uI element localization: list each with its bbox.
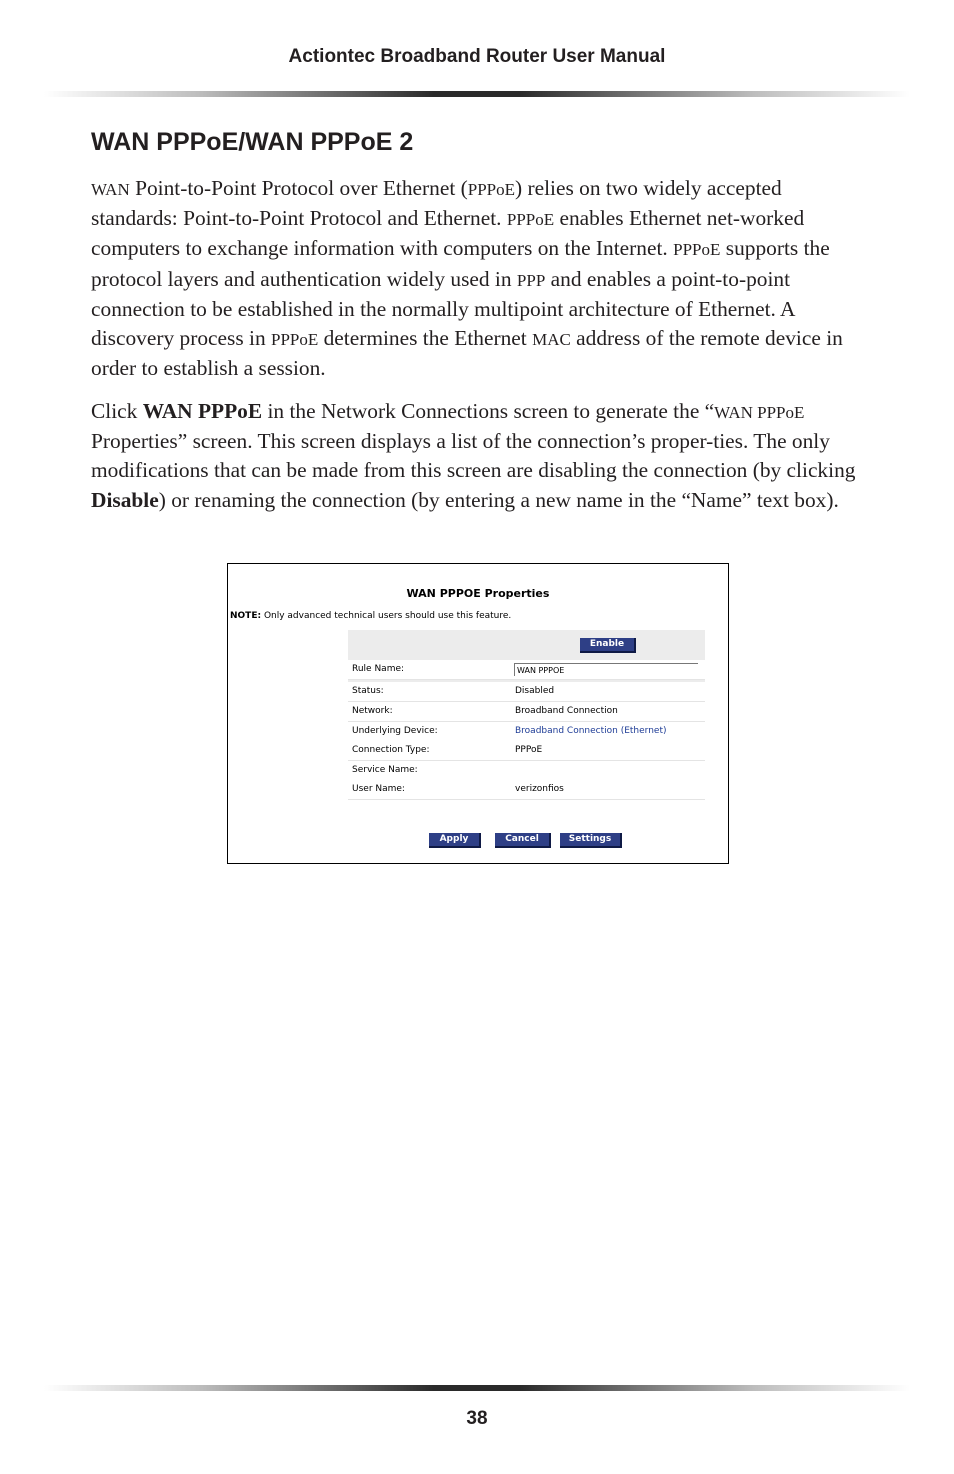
underlying-device-label: Underlying Device: bbox=[352, 726, 438, 736]
enable-button[interactable]: Enable bbox=[580, 638, 636, 653]
rule-name-label: Rule Name: bbox=[352, 664, 405, 674]
table-row bbox=[348, 722, 705, 742]
table-row bbox=[348, 780, 705, 800]
underlying-device-link[interactable]: Broadband Connection (Ethernet) bbox=[515, 726, 667, 736]
wan-pppoe-properties-screenshot bbox=[227, 563, 729, 864]
status-value: Disabled bbox=[515, 686, 555, 696]
connection-type-label: Connection Type: bbox=[352, 745, 430, 755]
service-name-label: Service Name: bbox=[352, 765, 418, 775]
rule-name-row bbox=[348, 660, 705, 680]
table-row bbox=[348, 761, 705, 781]
network-label: Network: bbox=[352, 706, 393, 716]
properties-table bbox=[348, 630, 705, 800]
settings-button[interactable]: Settings bbox=[560, 833, 622, 848]
table-row bbox=[348, 682, 705, 702]
intro-paragraph: WAN Point-to-Point Protocol over Ethernet (PPPoE) relies on two widely accepted standards: Point-to-Point Protocol and Ethernet. PPPoE enables Ethernet net-worked computers to exchange information with computers on the Internet. PPPoE supports the protocol layers and authentication widely used in PPP and enables a point-to-point connection to be established in the normally multipoint architecture of Ethernet. A discovery process in PPPoE determines the Ethernet MAC address of the remote device in order to establish a session. bbox=[91, 176, 843, 381]
panel-title: WAN PPPOE Properties bbox=[406, 587, 550, 600]
table-row bbox=[348, 741, 705, 761]
table-row bbox=[348, 702, 705, 722]
cancel-button[interactable]: Cancel bbox=[495, 833, 551, 848]
footer-rule bbox=[44, 1385, 910, 1391]
advanced-users-note: NOTE: Only advanced technical users should use this feature. bbox=[230, 611, 512, 621]
running-header: Actiontec Broadband Router User Manual bbox=[288, 46, 666, 67]
connection-type-value: PPPoE bbox=[515, 745, 543, 755]
rule-name-input[interactable] bbox=[514, 663, 698, 676]
network-value: Broadband Connection bbox=[515, 706, 618, 716]
page-number: 38 bbox=[466, 1408, 488, 1429]
user-name-value: verizonfios bbox=[515, 784, 564, 794]
apply-button[interactable]: Apply bbox=[429, 833, 481, 848]
user-name-label: User Name: bbox=[352, 784, 405, 794]
instructions-paragraph: Click WAN PPPoE in the Network Connections screen to generate the “WAN PPPoE Properties” screen. This screen displays a list of the connection’s proper-ties. The only modifications that can be made from this screen are disabling the connection (by clicking Disable) or renaming the connection (by entering a new name in the “Name” text box). bbox=[91, 399, 856, 512]
section-heading: WAN PPPoE/WAN PPPoE 2 bbox=[91, 128, 414, 156]
status-label: Status: bbox=[352, 686, 384, 696]
header-rule bbox=[44, 91, 910, 97]
